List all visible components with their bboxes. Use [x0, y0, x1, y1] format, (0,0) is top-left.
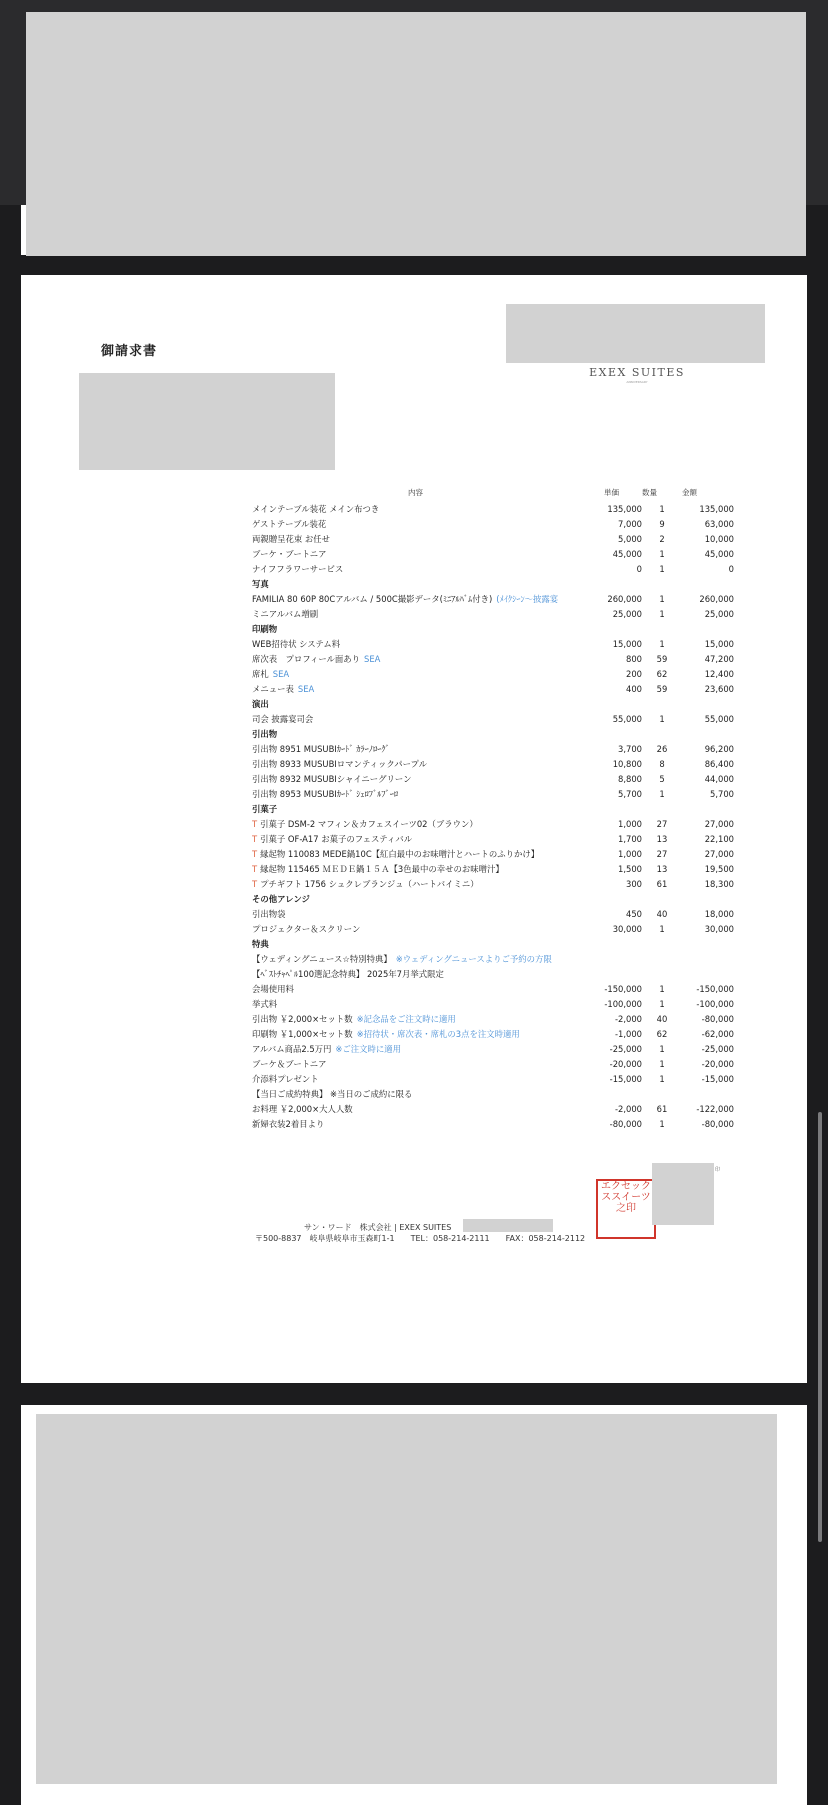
- item-description: 引出物 8932 MUSUBIシャイニーグリーン: [252, 774, 412, 784]
- item-description-cell: [252, 862, 592, 877]
- item-description: メニュー表: [252, 684, 294, 694]
- amount: 27,000: [704, 819, 734, 829]
- item-description-cell: [252, 727, 592, 742]
- col-description: 内容: [408, 488, 423, 497]
- item-description-cell: [252, 607, 592, 622]
- amount: 0: [728, 564, 734, 574]
- item-description-cell: [252, 757, 592, 772]
- amount: 23,600: [704, 684, 734, 694]
- section-header: [252, 802, 734, 817]
- item-description: 引出物 ￥2,000×セット数: [252, 1014, 353, 1024]
- unit-price: 3,700: [618, 744, 642, 754]
- amount: 260,000: [699, 594, 734, 604]
- item-description: メインテーブル装花 メイン布つき: [252, 504, 380, 514]
- amount: 86,400: [704, 759, 734, 769]
- quantity: 1: [659, 564, 665, 574]
- item-description: 引出物 8951 MUSUBIｶｰﾄﾞ ｶﾗｰﾉﾛｰｸﾞ: [252, 744, 390, 754]
- unit-price: -150,000: [604, 984, 642, 994]
- line-item: [252, 607, 734, 622]
- section-header: [252, 892, 734, 907]
- item-description-cell: [252, 1072, 592, 1087]
- item-description: 席札: [252, 669, 269, 679]
- unit-price: 1,500: [618, 864, 642, 874]
- item-description-cell: [252, 532, 592, 547]
- line-item: [252, 1102, 734, 1117]
- quantity: 1: [659, 1119, 665, 1129]
- amount: 47,200: [704, 654, 734, 664]
- item-description: ブーケ＆ブートニア: [252, 1059, 327, 1069]
- item-description: 挙式料: [252, 999, 278, 1009]
- section-label: 引菓子: [252, 804, 278, 814]
- item-description-cell: [252, 1087, 592, 1102]
- quantity: 1: [659, 1044, 665, 1054]
- unit-price: 200: [626, 669, 642, 679]
- item-description-cell: [252, 1117, 592, 1132]
- item-description-cell: [252, 847, 592, 862]
- scrollbar-thumb[interactable]: [818, 1112, 822, 1542]
- item-description-cell: [252, 1102, 592, 1117]
- item-note: SEA: [297, 684, 315, 694]
- item-description-cell: [252, 712, 592, 727]
- item-description: 両親贈呈花束 お任せ: [252, 534, 331, 544]
- line-item: [252, 1042, 734, 1057]
- amount: 45,000: [704, 549, 734, 559]
- quantity: 27: [656, 819, 668, 829]
- item-description-cell: [252, 562, 592, 577]
- unit-price: 7,000: [618, 519, 642, 529]
- item-note: SEA: [364, 654, 381, 664]
- redacted-page-preview-top: [26, 12, 806, 256]
- quantity: 9: [659, 519, 665, 529]
- unit-price: 15,000: [612, 639, 642, 649]
- unit-price: 0: [636, 564, 642, 574]
- company-address: 〒500-8837 岐阜県岐阜市玉森町1-1 TEL：058-214-2111 FAX：058-214-2112: [255, 1234, 586, 1243]
- brand-subtitle: ANNIVERSARY: [626, 380, 648, 384]
- item-description-cell: [252, 772, 592, 787]
- item-note: ※記念品をご注文時に適用: [356, 1014, 456, 1024]
- item-description-cell: [252, 907, 592, 922]
- invoice-items: [252, 502, 734, 1132]
- unit-price: 1,000: [618, 819, 642, 829]
- item-description: 席次表 プロフィール面あり: [252, 654, 361, 664]
- item-description: お料理 ￥2,000×大人人数: [252, 1104, 353, 1114]
- item-description: プチギフト 1756 シュクレブランジュ（ハートバイミニ）: [260, 879, 479, 889]
- tax-mark: T: [252, 849, 258, 859]
- unit-price: 5,000: [618, 534, 642, 544]
- section-label: 引出物: [252, 729, 278, 739]
- amount: -20,000: [701, 1059, 734, 1069]
- item-description: 司会 披露宴司会: [252, 714, 314, 724]
- line-item: [252, 1087, 734, 1102]
- tax-mark: T: [252, 819, 258, 829]
- redacted-footer: [463, 1219, 553, 1232]
- quantity: 62: [656, 1029, 668, 1039]
- item-description: 【当日ご成約特典】 ※当日のご成約に限る: [252, 1089, 413, 1099]
- unit-price: 800: [626, 654, 642, 664]
- line-item: [252, 997, 734, 1012]
- quantity: 1: [659, 1074, 665, 1084]
- amount: 10,000: [704, 534, 734, 544]
- section-header: [252, 937, 734, 952]
- quantity: 13: [656, 864, 668, 874]
- quantity: 40: [656, 1014, 668, 1024]
- amount: 18,000: [704, 909, 734, 919]
- amount: -15,000: [701, 1074, 734, 1084]
- line-item: [252, 742, 734, 757]
- amount: -62,000: [701, 1029, 734, 1039]
- amount: 25,000: [704, 609, 734, 619]
- amount: 135,000: [699, 504, 734, 514]
- amount: -100,000: [696, 999, 734, 1009]
- item-description: 新婦衣装2着目より: [252, 1119, 325, 1129]
- unit-price: 5,700: [618, 789, 642, 799]
- unit-price: -15,000: [609, 1074, 642, 1084]
- quantity: 27: [656, 849, 668, 859]
- line-item: [252, 652, 734, 667]
- line-item: [252, 907, 734, 922]
- item-description-cell: [252, 637, 592, 652]
- amount: -80,000: [701, 1119, 734, 1129]
- item-description: WEB招待状 システム料: [252, 639, 341, 649]
- item-description: 印刷物 ￥1,000×セット数: [252, 1029, 353, 1039]
- item-description: ブーケ・ブートニア: [252, 549, 327, 559]
- line-item: [252, 1072, 734, 1087]
- unit-price: 45,000: [612, 549, 642, 559]
- amount: 5,700: [710, 789, 734, 799]
- item-description-cell: [252, 922, 592, 937]
- amount: 96,200: [704, 744, 734, 754]
- item-description-cell: [252, 937, 592, 952]
- redacted-next-page: [36, 1414, 777, 1784]
- item-note: (ﾒｲｸｼｰﾝ〜披露宴: [496, 594, 559, 604]
- item-description: ミニアルバム増刷: [252, 609, 319, 619]
- amount: 44,000: [704, 774, 734, 784]
- item-description: 引菓子 DSM-2 マフィン＆カフェスイーツ02（ブラウン）: [260, 819, 478, 829]
- quantity: 40: [656, 909, 668, 919]
- quantity: 1: [659, 594, 665, 604]
- unit-price: -2,000: [615, 1104, 642, 1114]
- item-description: 引出物 8933 MUSUBIロマンティックパープル: [252, 759, 427, 769]
- quantity: 1: [659, 714, 665, 724]
- quantity: 2: [659, 534, 665, 544]
- quantity: 1: [659, 984, 665, 994]
- item-description: 引出物袋: [252, 909, 286, 919]
- item-note: ※招待状・席次表・席札の3点を注文時適用: [356, 1029, 520, 1039]
- item-note: ※ウェディングニュースよりご予約の方限: [395, 954, 552, 964]
- item-description-cell: [252, 1042, 592, 1057]
- item-description-cell: [252, 982, 592, 997]
- line-item: [252, 1117, 734, 1132]
- unit-price: 400: [626, 684, 642, 694]
- redacted-signature: [652, 1163, 714, 1225]
- section-header: [252, 622, 734, 637]
- line-item: [252, 502, 734, 517]
- line-item: [252, 637, 734, 652]
- item-description-cell: [252, 517, 592, 532]
- section-label: 印刷物: [252, 624, 278, 634]
- line-item: [252, 832, 734, 847]
- item-description-cell: [252, 742, 592, 757]
- item-description-cell: [252, 1012, 592, 1027]
- line-item: [252, 1027, 734, 1042]
- quantity: 1: [659, 549, 665, 559]
- unit-price: 10,800: [612, 759, 642, 769]
- quantity: 8: [659, 759, 665, 769]
- seal-text: エクセックススイーツ之印: [601, 1181, 651, 1214]
- section-header: [252, 727, 734, 742]
- unit-price: 55,000: [612, 714, 642, 724]
- amount: 18,300: [704, 879, 734, 889]
- item-description: FAMILIA 80 60P 80Cアルバム / 500C撮影データ(ﾐﾆｱﾙﾊﾞﾑ付き): [252, 594, 493, 604]
- quantity: 26: [656, 744, 668, 754]
- line-item: [252, 682, 734, 697]
- amount: 12,400: [704, 669, 734, 679]
- item-description: ゲストテーブル装花: [252, 519, 327, 529]
- item-description-cell: [252, 592, 592, 607]
- amount: -150,000: [696, 984, 734, 994]
- quantity: 61: [656, 879, 668, 889]
- item-description: 【ﾍﾞｽﾄﾁｬﾍﾟﾙ100選記念特典】 2025年7月挙式限定: [252, 969, 444, 979]
- unit-price: 450: [626, 909, 642, 919]
- table-header: [252, 487, 734, 497]
- item-description-cell: [252, 787, 592, 802]
- unit-price: -25,000: [609, 1044, 642, 1054]
- unit-price: -80,000: [609, 1119, 642, 1129]
- section-label: 特典: [252, 939, 269, 949]
- unit-price: 30,000: [612, 924, 642, 934]
- item-description-cell: [252, 622, 592, 637]
- redacted-issuer-box: [506, 304, 765, 363]
- amount: 30,000: [704, 924, 734, 934]
- item-description: 介添料プレゼント: [252, 1074, 319, 1084]
- line-item: [252, 862, 734, 877]
- item-note: SEA: [272, 669, 290, 679]
- section-label: その他アレンジ: [252, 894, 310, 904]
- unit-price: 1,000: [618, 849, 642, 859]
- item-description-cell: [252, 832, 592, 847]
- quantity: 1: [659, 639, 665, 649]
- line-item: [252, 592, 734, 607]
- line-item: [252, 967, 734, 982]
- item-description-cell: [252, 967, 592, 982]
- redacted-recipient: [79, 373, 335, 470]
- item-description: 引出物 8953 MUSUBIｶｰﾄﾞ ｼｪﾛﾌﾞﾙﾌﾞｰﾛ: [252, 789, 399, 799]
- company-seal: [596, 1179, 656, 1239]
- amount: 19,500: [704, 864, 734, 874]
- item-description-cell: [252, 802, 592, 817]
- amount: -122,000: [696, 1104, 734, 1114]
- unit-price: 260,000: [607, 594, 642, 604]
- item-description-cell: [252, 892, 592, 907]
- item-description: 縁起物 115465 ＭＥＤＥ鍋１５Ａ【3色最中の幸せのお味噌汁】: [260, 864, 504, 874]
- company-name: サン・ワード 株式会社 | EXEX SUITES: [304, 1223, 452, 1232]
- quantity: 59: [656, 684, 668, 694]
- item-description-cell: [252, 877, 592, 892]
- quantity: 61: [656, 1104, 668, 1114]
- line-item: [252, 982, 734, 997]
- line-item: [252, 1057, 734, 1072]
- quantity: 1: [659, 999, 665, 1009]
- line-item: [252, 712, 734, 727]
- quantity: 62: [656, 669, 668, 679]
- line-item: [252, 667, 734, 682]
- item-description: 引菓子 OF-A17 お菓子のフェスティバル: [260, 834, 413, 844]
- item-description-cell: [252, 547, 592, 562]
- brand-logo: EXEX SUITES: [589, 366, 685, 379]
- tax-mark: T: [252, 864, 258, 874]
- amount: 27,000: [704, 849, 734, 859]
- amount: -80,000: [701, 1014, 734, 1024]
- quantity: 13: [656, 834, 668, 844]
- unit-price: 25,000: [612, 609, 642, 619]
- line-item: [252, 757, 734, 772]
- page-strip-top: [21, 205, 26, 255]
- section-label: 演出: [252, 699, 269, 709]
- item-description: プロジェクター＆スクリーン: [252, 924, 361, 934]
- line-item: [252, 952, 734, 967]
- section-header: [252, 577, 734, 592]
- item-description-cell: [252, 697, 592, 712]
- item-description: 【ウェディングニュース☆特別特典】: [252, 954, 392, 964]
- item-description-cell: [252, 997, 592, 1012]
- line-item: [252, 922, 734, 937]
- col-amount: 金額: [682, 488, 697, 497]
- tax-mark: T: [252, 834, 258, 844]
- line-item: [252, 817, 734, 832]
- line-item: [252, 787, 734, 802]
- line-item: [252, 517, 734, 532]
- document-title: 御請求書: [101, 344, 158, 359]
- line-item: [252, 772, 734, 787]
- quantity: 1: [659, 609, 665, 619]
- quantity: 1: [659, 504, 665, 514]
- unit-price: 8,800: [618, 774, 642, 784]
- item-description-cell: [252, 817, 592, 832]
- section-header: [252, 697, 734, 712]
- item-description: 縁起物 110083 MEDE鍋10C【紅白最中のお味噌汁とハートのふりかけ】: [260, 849, 540, 859]
- line-item: [252, 847, 734, 862]
- unit-price: -20,000: [609, 1059, 642, 1069]
- quantity: 1: [659, 924, 665, 934]
- col-unit-price: 単価: [604, 488, 619, 497]
- item-description-cell: [252, 682, 592, 697]
- item-description: アルバム商品2.5万円: [252, 1044, 332, 1054]
- quantity: 5: [659, 774, 665, 784]
- tax-mark: T: [252, 879, 258, 889]
- amount: 22,100: [704, 834, 734, 844]
- line-item: [252, 562, 734, 577]
- seal-tag: 印: [715, 1167, 721, 1173]
- item-description-cell: [252, 652, 592, 667]
- item-description-cell: [252, 1057, 592, 1072]
- line-item: [252, 547, 734, 562]
- unit-price: 1,700: [618, 834, 642, 844]
- item-description: ナイフフラワーサービス: [252, 564, 344, 574]
- quantity: 59: [656, 654, 668, 664]
- line-item: [252, 877, 734, 892]
- section-label: 写真: [252, 579, 269, 589]
- amount: 55,000: [704, 714, 734, 724]
- amount: 63,000: [704, 519, 734, 529]
- unit-price: -1,000: [615, 1029, 642, 1039]
- item-description: 会場使用料: [252, 984, 294, 994]
- item-description-cell: [252, 952, 592, 967]
- line-item: [252, 1012, 734, 1027]
- quantity: 1: [659, 1059, 665, 1069]
- amount: -25,000: [701, 1044, 734, 1054]
- item-description-cell: [252, 1027, 592, 1042]
- unit-price: 135,000: [607, 504, 642, 514]
- item-note: ※ご注文時に適用: [335, 1044, 402, 1054]
- quantity: 1: [659, 789, 665, 799]
- unit-price: -2,000: [615, 1014, 642, 1024]
- unit-price: 300: [626, 879, 642, 889]
- amount: 15,000: [704, 639, 734, 649]
- unit-price: -100,000: [604, 999, 642, 1009]
- item-description-cell: [252, 667, 592, 682]
- col-quantity: 数量: [642, 488, 657, 497]
- item-description-cell: [252, 502, 592, 517]
- item-description-cell: [252, 577, 592, 592]
- line-item: [252, 532, 734, 547]
